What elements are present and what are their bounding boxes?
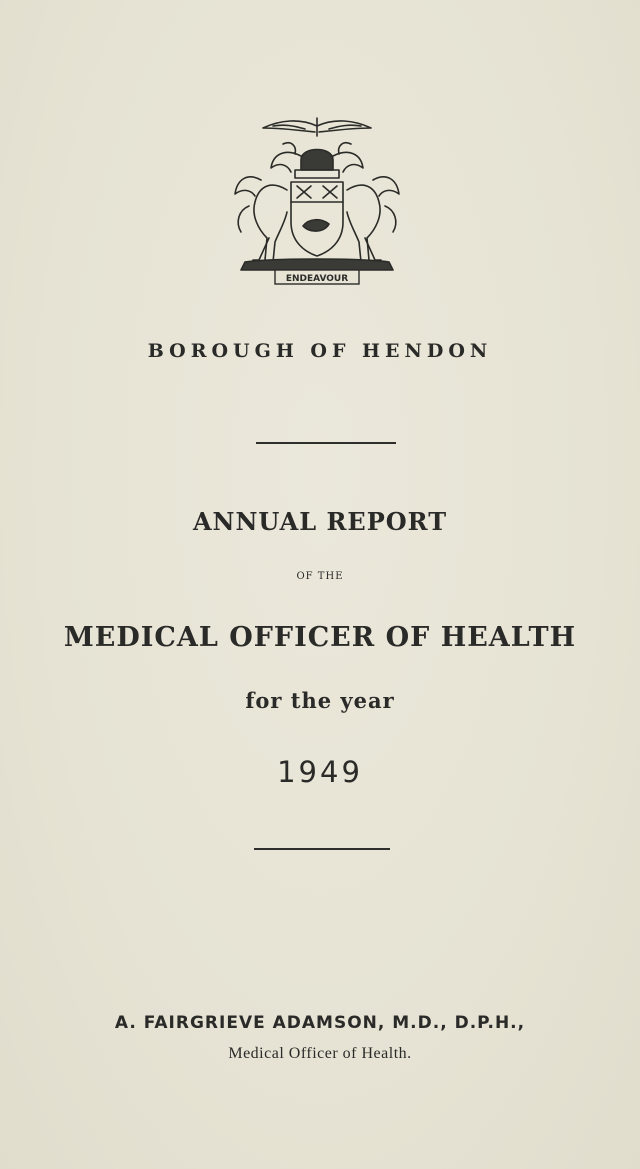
- borough-name: BOROUGH OF HENDON: [147, 340, 493, 362]
- divider-top: [256, 442, 396, 444]
- for-the-year-label: for the year: [245, 688, 395, 713]
- author-name: A. FAIRGRIEVE ADAMSON, M.D., D.P.H.,: [114, 1013, 526, 1033]
- coat-of-arms-icon: [225, 110, 410, 290]
- report-connector: OF THE: [296, 571, 344, 582]
- motto-text: ENDEAVOUR: [285, 274, 349, 284]
- author-title: Medical Officer of Health.: [228, 1045, 412, 1062]
- report-year: 1949: [277, 755, 363, 789]
- report-title: ANNUAL REPORT: [192, 507, 448, 536]
- officer-title: MEDICAL OFFICER OF HEALTH: [63, 622, 577, 653]
- divider-bottom: [254, 848, 390, 850]
